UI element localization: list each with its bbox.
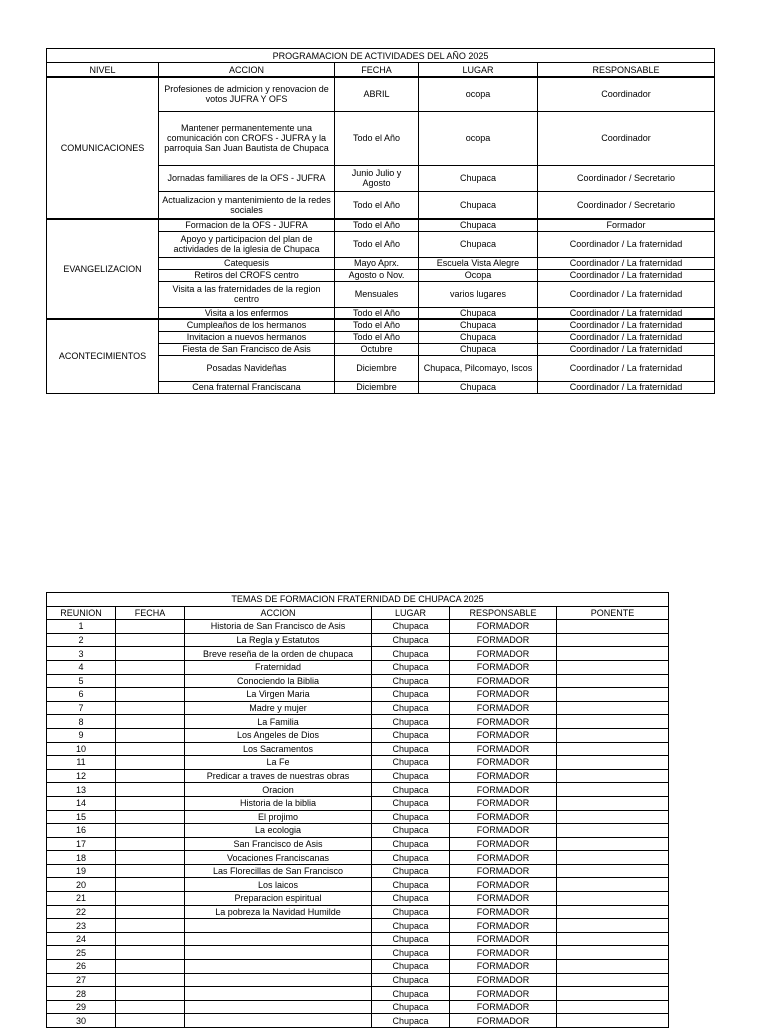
accion-cell: Profesiones de admicion y renovacion de votos JUFRA Y OFS: [159, 77, 335, 111]
ponente-cell: [557, 796, 669, 810]
reunion-cell: 4: [47, 660, 116, 674]
ponente-cell: [557, 1000, 669, 1014]
fecha-cell: [116, 837, 185, 851]
accion-cell: [185, 932, 372, 946]
responsable-cell: FORMADOR: [450, 932, 557, 946]
responsable-cell: FORMADOR: [450, 810, 557, 824]
lugar-cell: Chupaca: [372, 919, 450, 933]
reunion-cell: 26: [47, 960, 116, 974]
lugar-cell: Chupaca: [372, 987, 450, 1001]
fecha-cell: Todo el Año: [335, 191, 419, 219]
formation-row: [47, 688, 669, 702]
lugar-cell: Chupaca: [419, 381, 538, 393]
formation-row: [47, 878, 669, 892]
responsable-cell: Coordinador: [538, 77, 715, 111]
formation-table-title: TEMAS DE FORMACION FRATERNIDAD DE CHUPACA 2025: [47, 593, 669, 607]
responsable-cell: Coordinador / La fraternidad: [538, 343, 715, 355]
ponente-cell: [557, 987, 669, 1001]
formation-row: [47, 1000, 669, 1014]
nivel-cell: COMUNICACIONES: [47, 77, 159, 219]
lugar-cell: Chupaca: [419, 219, 538, 231]
ponente-cell: [557, 851, 669, 865]
ponente-cell: [557, 919, 669, 933]
fecha-cell: Mensuales: [335, 281, 419, 307]
formation-row: [47, 769, 669, 783]
ponente-cell: [557, 892, 669, 906]
responsable-cell: FORMADOR: [450, 837, 557, 851]
lugar-cell: ocopa: [419, 77, 538, 111]
reunion-cell: 13: [47, 783, 116, 797]
accion-cell: Actualizacion y mantenimiento de la redes sociales: [159, 191, 335, 219]
lugar-cell: Chupaca: [419, 191, 538, 219]
accion-cell: Jornadas familiares de la OFS - JUFRA: [159, 165, 335, 191]
responsable-cell: FORMADOR: [450, 973, 557, 987]
header-fecha: FECHA: [335, 63, 419, 78]
nivel-cell: ACONTECIMIENTOS: [47, 319, 159, 393]
formation-row: [47, 742, 669, 756]
ponente-cell: [557, 905, 669, 919]
responsable-cell: Coordinador / La fraternidad: [538, 355, 715, 381]
fecha-cell: [116, 660, 185, 674]
fecha-cell: [116, 633, 185, 647]
reunion-cell: 18: [47, 851, 116, 865]
activities-table-title: PROGRAMACION DE ACTIVIDADES DEL AÑO 2025: [47, 49, 715, 63]
accion-cell: Visita a las fraternidades de la region centro: [159, 281, 335, 307]
fecha-cell: [116, 810, 185, 824]
responsable-cell: FORMADOR: [450, 796, 557, 810]
reunion-cell: 27: [47, 973, 116, 987]
accion-cell: La Regla y Estatutos: [185, 633, 372, 647]
formation-row: [47, 620, 669, 634]
responsable-cell: FORMADOR: [450, 756, 557, 770]
formation-row: [47, 660, 669, 674]
fecha-cell: [116, 987, 185, 1001]
accion-cell: Historia de la biblia: [185, 796, 372, 810]
responsable-cell: FORMADOR: [450, 878, 557, 892]
activity-row: [47, 319, 715, 331]
header-responsable: RESPONSABLE: [538, 63, 715, 78]
reunion-cell: 25: [47, 946, 116, 960]
responsable-cell: Coordinador / La fraternidad: [538, 257, 715, 269]
formation-row: [47, 783, 669, 797]
formation-row: [47, 905, 669, 919]
responsable-cell: Formador: [538, 219, 715, 231]
accion-cell: Breve reseña de la orden de chupaca: [185, 647, 372, 661]
fecha-cell: Todo el Año: [335, 331, 419, 343]
responsable-cell: Coordinador / La fraternidad: [538, 231, 715, 257]
fecha-cell: [116, 769, 185, 783]
ponente-cell: [557, 837, 669, 851]
activity-row: [47, 219, 715, 231]
responsable-cell: FORMADOR: [450, 919, 557, 933]
formation-row: [47, 756, 669, 770]
header-fecha: FECHA: [116, 606, 185, 620]
fecha-cell: [116, 919, 185, 933]
reunion-cell: 12: [47, 769, 116, 783]
lugar-cell: Chupaca: [419, 165, 538, 191]
reunion-cell: 28: [47, 987, 116, 1001]
lugar-cell: Chupaca: [372, 905, 450, 919]
reunion-cell: 22: [47, 905, 116, 919]
fecha-cell: [116, 783, 185, 797]
header-responsable: RESPONSABLE: [450, 606, 557, 620]
lugar-cell: Chupaca: [372, 1000, 450, 1014]
ponente-cell: [557, 660, 669, 674]
fecha-cell: [116, 728, 185, 742]
ponente-cell: [557, 688, 669, 702]
responsable-cell: Coordinador / Secretario: [538, 165, 715, 191]
lugar-cell: Chupaca: [372, 647, 450, 661]
header-reunion: REUNION: [47, 606, 116, 620]
formation-row: [47, 864, 669, 878]
ponente-cell: [557, 674, 669, 688]
accion-cell: Predicar a traves de nuestras obras: [185, 769, 372, 783]
lugar-cell: Chupaca: [372, 864, 450, 878]
responsable-cell: FORMADOR: [450, 824, 557, 838]
formation-row: [47, 919, 669, 933]
ponente-cell: [557, 715, 669, 729]
responsable-cell: FORMADOR: [450, 864, 557, 878]
ponente-cell: [557, 960, 669, 974]
fecha-cell: Todo el Año: [335, 307, 419, 319]
accion-cell: Vocaciones Franciscanas: [185, 851, 372, 865]
lugar-cell: Chupaca: [372, 973, 450, 987]
accion-cell: Historia de San Francisco de Asis: [185, 620, 372, 634]
ponente-cell: [557, 1014, 669, 1028]
fecha-cell: Todo el Año: [335, 231, 419, 257]
accion-cell: [185, 919, 372, 933]
accion-cell: Madre y mujer: [185, 701, 372, 715]
lugar-cell: Chupaca: [419, 331, 538, 343]
reunion-cell: 30: [47, 1014, 116, 1028]
formation-row: [47, 892, 669, 906]
fecha-cell: [116, 796, 185, 810]
accion-cell: [185, 1000, 372, 1014]
reunion-cell: 29: [47, 1000, 116, 1014]
fecha-cell: [116, 688, 185, 702]
accion-cell: Retiros del CROFS centro: [159, 269, 335, 281]
accion-cell: Los Angeles de Dios: [185, 728, 372, 742]
lugar-cell: Ocopa: [419, 269, 538, 281]
responsable-cell: FORMADOR: [450, 851, 557, 865]
reunion-cell: 10: [47, 742, 116, 756]
reunion-cell: 14: [47, 796, 116, 810]
accion-cell: [185, 946, 372, 960]
responsable-cell: Coordinador: [538, 111, 715, 165]
lugar-cell: Chupaca: [372, 701, 450, 715]
fecha-cell: Agosto o Nov.: [335, 269, 419, 281]
fecha-cell: [116, 701, 185, 715]
responsable-cell: FORMADOR: [450, 960, 557, 974]
ponente-cell: [557, 756, 669, 770]
lugar-cell: Chupaca: [372, 715, 450, 729]
accion-cell: Formacion de la OFS - JUFRA: [159, 219, 335, 231]
lugar-cell: Chupaca: [419, 319, 538, 331]
responsable-cell: FORMADOR: [450, 892, 557, 906]
accion-cell: [185, 960, 372, 974]
accion-cell: Visita a los enfermos: [159, 307, 335, 319]
formation-row: [47, 701, 669, 715]
lugar-cell: varios lugares: [419, 281, 538, 307]
responsable-cell: FORMADOR: [450, 769, 557, 783]
formation-row: [47, 837, 669, 851]
reunion-cell: 6: [47, 688, 116, 702]
formation-row: [47, 824, 669, 838]
reunion-cell: 8: [47, 715, 116, 729]
lugar-cell: Chupaca: [372, 674, 450, 688]
accion-cell: Oracion: [185, 783, 372, 797]
responsable-cell: Coordinador / La fraternidad: [538, 269, 715, 281]
lugar-cell: Chupaca: [372, 728, 450, 742]
header-ponente: PONENTE: [557, 606, 669, 620]
ponente-cell: [557, 647, 669, 661]
accion-cell: Cena fraternal Franciscana: [159, 381, 335, 393]
lugar-cell: Chupaca: [372, 620, 450, 634]
formation-row: [47, 973, 669, 987]
formation-row: [47, 932, 669, 946]
fecha-cell: [116, 756, 185, 770]
lugar-cell: Escuela Vista Alegre: [419, 257, 538, 269]
formation-row: [47, 796, 669, 810]
accion-cell: [185, 1014, 372, 1028]
responsable-cell: Coordinador / La fraternidad: [538, 331, 715, 343]
lugar-cell: Chupaca: [372, 660, 450, 674]
lugar-cell: Chupaca: [372, 932, 450, 946]
responsable-cell: Coordinador / La fraternidad: [538, 281, 715, 307]
fecha-cell: [116, 960, 185, 974]
reunion-cell: 2: [47, 633, 116, 647]
fecha-cell: Octubre: [335, 343, 419, 355]
header-lugar: LUGAR: [419, 63, 538, 78]
reunion-cell: 20: [47, 878, 116, 892]
responsable-cell: FORMADOR: [450, 728, 557, 742]
ponente-cell: [557, 824, 669, 838]
responsable-cell: FORMADOR: [450, 905, 557, 919]
ponente-cell: [557, 946, 669, 960]
ponente-cell: [557, 728, 669, 742]
accion-cell: Las Florecillas de San Francisco: [185, 864, 372, 878]
reunion-cell: 19: [47, 864, 116, 878]
ponente-cell: [557, 742, 669, 756]
accion-cell: Cumpleaños de los hermanos: [159, 319, 335, 331]
header-accion: ACCION: [185, 606, 372, 620]
responsable-cell: Coordinador / La fraternidad: [538, 381, 715, 393]
header-lugar: LUGAR: [372, 606, 450, 620]
fecha-cell: [116, 715, 185, 729]
reunion-cell: 9: [47, 728, 116, 742]
lugar-cell: Chupaca: [372, 742, 450, 756]
accion-cell: Apoyo y participacion del plan de actividades de la iglesia de Chupaca: [159, 231, 335, 257]
fecha-cell: [116, 1014, 185, 1028]
accion-cell: Preparacion espiritual: [185, 892, 372, 906]
lugar-cell: Chupaca: [419, 343, 538, 355]
accion-cell: [185, 987, 372, 1001]
ponente-cell: [557, 932, 669, 946]
fecha-cell: Diciembre: [335, 381, 419, 393]
reunion-cell: 5: [47, 674, 116, 688]
accion-cell: Posadas Navideñas: [159, 355, 335, 381]
lugar-cell: Chupaca: [372, 892, 450, 906]
responsable-cell: FORMADOR: [450, 620, 557, 634]
lugar-cell: Chupaca: [372, 769, 450, 783]
fecha-cell: [116, 892, 185, 906]
fecha-cell: [116, 864, 185, 878]
accion-cell: Conociendo la Biblia: [185, 674, 372, 688]
fecha-cell: Todo el Año: [335, 319, 419, 331]
accion-cell: La Familia: [185, 715, 372, 729]
fecha-cell: [116, 905, 185, 919]
lugar-cell: Chupaca: [372, 756, 450, 770]
fecha-cell: [116, 973, 185, 987]
reunion-cell: 1: [47, 620, 116, 634]
ponente-cell: [557, 620, 669, 634]
accion-cell: Mantener permanentemente una comunicación con CROFS - JUFRA y la parroquia San Juan Bautista de Chupaca: [159, 111, 335, 165]
formation-row: [47, 851, 669, 865]
accion-cell: Invitacion a nuevos hermanos: [159, 331, 335, 343]
formation-row: [47, 728, 669, 742]
fecha-cell: Diciembre: [335, 355, 419, 381]
accion-cell: San Francisco de Asis: [185, 837, 372, 851]
lugar-cell: Chupaca: [372, 810, 450, 824]
responsable-cell: FORMADOR: [450, 987, 557, 1001]
lugar-cell: Chupaca: [419, 307, 538, 319]
lugar-cell: Chupaca: [372, 796, 450, 810]
lugar-cell: Chupaca: [372, 633, 450, 647]
accion-cell: El projimo: [185, 810, 372, 824]
formation-row: [47, 647, 669, 661]
fecha-cell: Mayo Aprx.: [335, 257, 419, 269]
responsable-cell: FORMADOR: [450, 1014, 557, 1028]
fecha-cell: ABRIL: [335, 77, 419, 111]
responsable-cell: FORMADOR: [450, 688, 557, 702]
reunion-cell: 16: [47, 824, 116, 838]
lugar-cell: Chupaca, Pilcomayo, Iscos: [419, 355, 538, 381]
ponente-cell: [557, 701, 669, 715]
reunion-cell: 17: [47, 837, 116, 851]
formation-row: [47, 715, 669, 729]
lugar-cell: Chupaca: [372, 783, 450, 797]
fecha-cell: [116, 1000, 185, 1014]
accion-cell: Los Sacramentos: [185, 742, 372, 756]
lugar-cell: Chupaca: [372, 837, 450, 851]
accion-cell: Los laicos: [185, 878, 372, 892]
fecha-cell: [116, 647, 185, 661]
accion-cell: La pobreza la Navidad Humilde: [185, 905, 372, 919]
ponente-cell: [557, 864, 669, 878]
fecha-cell: [116, 824, 185, 838]
header-accion: ACCION: [159, 63, 335, 78]
lugar-cell: Chupaca: [372, 824, 450, 838]
reunion-cell: 11: [47, 756, 116, 770]
responsable-cell: FORMADOR: [450, 701, 557, 715]
lugar-cell: ocopa: [419, 111, 538, 165]
formation-row: [47, 633, 669, 647]
ponente-cell: [557, 810, 669, 824]
fecha-cell: [116, 932, 185, 946]
ponente-cell: [557, 878, 669, 892]
responsable-cell: FORMADOR: [450, 742, 557, 756]
nivel-cell: EVANGELIZACION: [47, 219, 159, 319]
responsable-cell: FORMADOR: [450, 633, 557, 647]
activity-row: [47, 77, 715, 111]
accion-cell: [185, 973, 372, 987]
ponente-cell: [557, 633, 669, 647]
formation-row: [47, 960, 669, 974]
fecha-cell: [116, 851, 185, 865]
formation-row: [47, 1014, 669, 1028]
responsable-cell: FORMADOR: [450, 1000, 557, 1014]
responsable-cell: FORMADOR: [450, 946, 557, 960]
fecha-cell: [116, 742, 185, 756]
formation-table: [46, 592, 669, 1028]
accion-cell: La Fe: [185, 756, 372, 770]
formation-row: [47, 946, 669, 960]
reunion-cell: 15: [47, 810, 116, 824]
header-nivel: NIVEL: [47, 63, 159, 78]
ponente-cell: [557, 783, 669, 797]
fecha-cell: [116, 878, 185, 892]
responsable-cell: Coordinador / Secretario: [538, 191, 715, 219]
responsable-cell: FORMADOR: [450, 647, 557, 661]
accion-cell: La Virgen Maria: [185, 688, 372, 702]
responsable-cell: FORMADOR: [450, 783, 557, 797]
fecha-cell: [116, 946, 185, 960]
reunion-cell: 24: [47, 932, 116, 946]
accion-cell: Fiesta de San Francisco de Asis: [159, 343, 335, 355]
lugar-cell: Chupaca: [372, 878, 450, 892]
fecha-cell: Todo el Año: [335, 219, 419, 231]
reunion-cell: 3: [47, 647, 116, 661]
responsable-cell: FORMADOR: [450, 660, 557, 674]
formation-row: [47, 987, 669, 1001]
responsable-cell: FORMADOR: [450, 674, 557, 688]
responsable-cell: Coordinador / La fraternidad: [538, 307, 715, 319]
reunion-cell: 7: [47, 701, 116, 715]
formation-row: [47, 674, 669, 688]
activities-table: [46, 48, 715, 394]
accion-cell: La ecologia: [185, 824, 372, 838]
lugar-cell: Chupaca: [372, 946, 450, 960]
fecha-cell: Junio Julio y Agosto: [335, 165, 419, 191]
ponente-cell: [557, 973, 669, 987]
lugar-cell: Chupaca: [372, 960, 450, 974]
lugar-cell: Chupaca: [419, 231, 538, 257]
reunion-cell: 21: [47, 892, 116, 906]
accion-cell: Fraternidad: [185, 660, 372, 674]
accion-cell: Catequesis: [159, 257, 335, 269]
lugar-cell: Chupaca: [372, 688, 450, 702]
responsable-cell: Coordinador / La fraternidad: [538, 319, 715, 331]
lugar-cell: Chupaca: [372, 851, 450, 865]
ponente-cell: [557, 769, 669, 783]
fecha-cell: [116, 674, 185, 688]
responsable-cell: FORMADOR: [450, 715, 557, 729]
fecha-cell: [116, 620, 185, 634]
reunion-cell: 23: [47, 919, 116, 933]
formation-row: [47, 810, 669, 824]
fecha-cell: Todo el Año: [335, 111, 419, 165]
lugar-cell: Chupaca: [372, 1014, 450, 1028]
